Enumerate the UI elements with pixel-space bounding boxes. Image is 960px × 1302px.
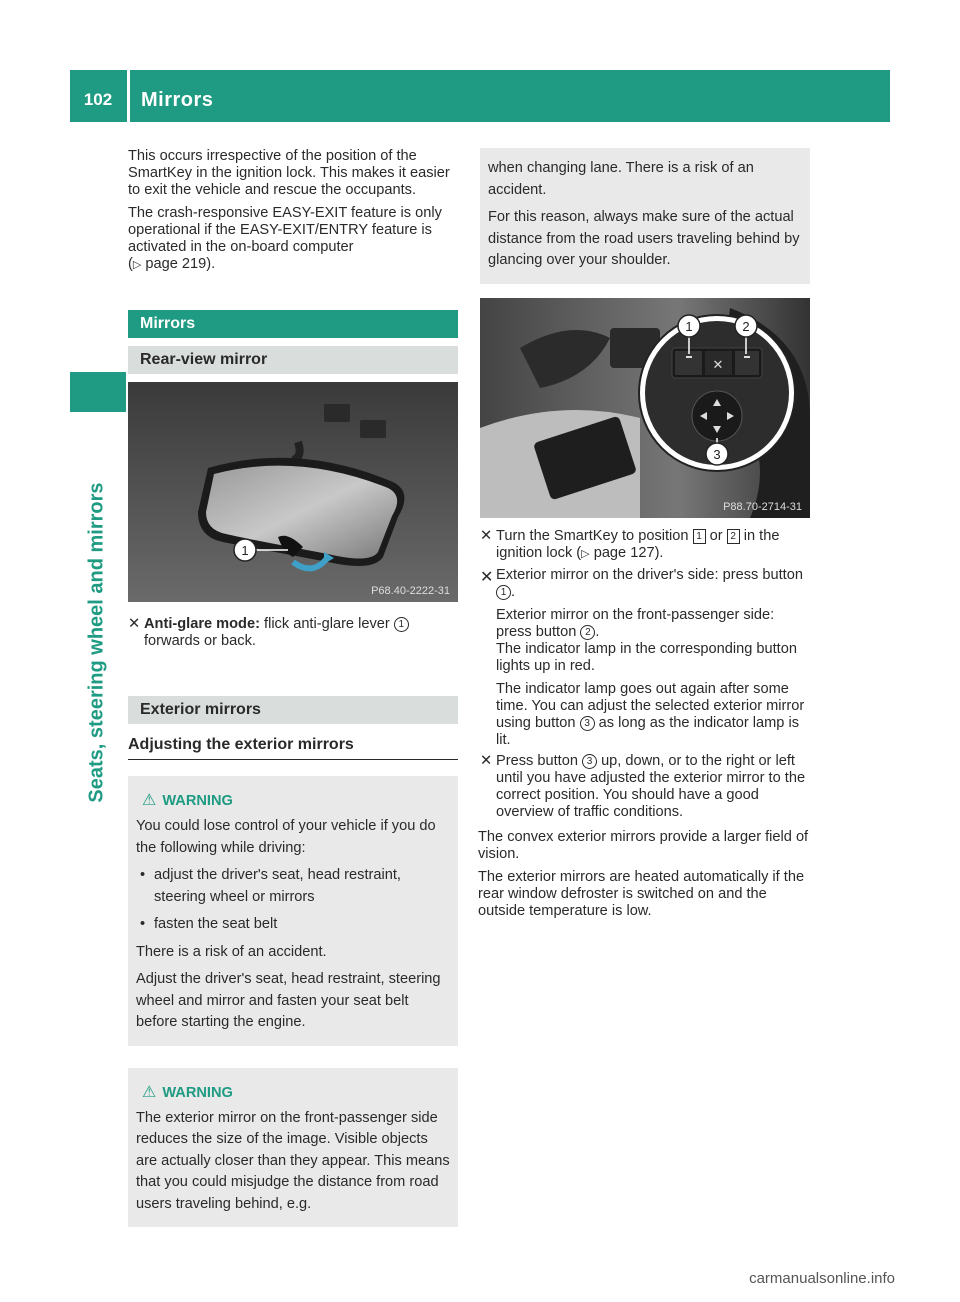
rearview-mirror-illustration [128, 382, 458, 602]
figure2-callout-2: 2 [742, 318, 750, 334]
mirror-switch-figure [480, 298, 810, 518]
callout-2-ref: 2 [580, 625, 595, 640]
page-ref-icon: ▷ [132, 259, 142, 271]
callout-3-ref: 3 [580, 716, 595, 731]
figure2-callout-1: 1 [685, 318, 693, 334]
watermark: carmanualsonline.info [749, 1270, 895, 1287]
warning1-intro: You could lose control of your vehicle if you do the following while driving: [136, 818, 436, 856]
side-tab [84, 420, 110, 865]
antiglare-step: ✕ Anti-glare mode: flick anti-glare lever 1 forwards or back. [128, 616, 458, 650]
page-ref-link[interactable]: page 127). [593, 544, 664, 561]
left-column [128, 148, 458, 1227]
warning-box-1 [128, 776, 458, 1046]
page-ref-link[interactable]: page 219). [145, 256, 216, 272]
warning2-continued: when changing lane. There is a risk of an accident. [488, 160, 754, 198]
warning-box-2-continued [480, 148, 810, 284]
warning-icon: ⚠ [142, 1083, 157, 1101]
warning1-advice: Adjust the driver's seat, head restraint, steering wheel and mirror and fasten your seat belt before starting the engine. [136, 971, 441, 1030]
rearview-mirror-figure [128, 382, 458, 602]
figure1-callout-1: 1 [241, 543, 249, 558]
warning-title: ⚠ WARNING [142, 792, 233, 809]
step-smartkey: ✕ Turn the SmartKey to position 1 or 2 in the ignition lock (▷ page 127). [480, 527, 780, 561]
warning1-bullet: • fasten the seat belt [136, 914, 450, 936]
door-switch-illustration [480, 298, 810, 518]
warning1-bullet: • adjust the driver's seat, head restraint, steering wheel or mirrors [136, 865, 450, 908]
position-2-ref: 2 [727, 529, 740, 544]
section-rearview-mirror: Rear-view mirror [128, 346, 458, 374]
convex-paragraph: The convex exterior mirrors provide a larger field of vision. [478, 828, 809, 862]
right-column [480, 148, 810, 920]
section-exterior-mirrors: Exterior mirrors [128, 696, 458, 724]
warning2-advice: For this reason, always make sure of the actual distance from the road users traveling behind by glancing over your shoulder. [488, 209, 800, 268]
callout-3-ref: 3 [582, 754, 597, 769]
position-1-ref: 1 [693, 529, 706, 544]
figure2-callout-3: 3 [713, 446, 721, 462]
step-select-mirror: ✕ Exterior mirror on the driver's side: press button 1 . Exterior mirror on the front-passenger side: press button 2 . The indicator lamp in the corresponding button lights up in red. The indicator lamp goes out again after some time. You can adjust the selected exterior mirror using button 3 as long as the indicator lamp is lit. [480, 566, 805, 748]
callout-1-ref: 1 [394, 617, 409, 632]
section-mirrors: Mirrors [128, 310, 458, 338]
figure1-code: P68.40-2222-31 [371, 585, 450, 597]
step-marker-icon: ✕ [128, 616, 141, 632]
instructions [480, 528, 810, 821]
step-marker-icon: ✕ [480, 568, 494, 586]
side-tab-marker [70, 372, 126, 412]
callout-1-ref: 1 [496, 585, 511, 600]
warning1-risk: There is a risk of an accident. [136, 943, 327, 960]
page-title: Mirrors [141, 89, 214, 111]
svg-text:✕: ✕ [712, 357, 724, 373]
step-marker-icon: ✕ [480, 527, 493, 544]
page-number: 102 [83, 90, 113, 109]
page-ref-icon: ▷ [581, 547, 590, 560]
step-adjust-mirror: ✕ Press button 3 up, down, or to the right or left until you have adjusted the exterior mirror to the correct position. You should have a good overview of traffic conditions. [480, 752, 806, 820]
heated-paragraph: The exterior mirrors are heated automatically if the rear window defroster is switched on and the outside temperature is low. [478, 868, 805, 919]
easy-exit-paragraph: The crash-responsive EASY-EXIT feature is only operational if the EASY-EXIT/ENTRY feature is activated in the on-board computer (▷ page 219). [128, 205, 442, 272]
adjusting-heading: Adjusting the exterior mirrors [128, 736, 458, 760]
intro-paragraph: This occurs irrespective of the position of the SmartKey in the ignition lock. This makes it easier to exit the vehicle and rescue the occupants. [128, 148, 450, 198]
warning-title: ⚠ WARNING [142, 1083, 233, 1101]
figure2-code: P88.70-2714-31 [723, 500, 802, 513]
warning2-text: The exterior mirror on the front-passenger side reduces the size of the image. Visible objects are actually closer than they appear. This means that you could misjudge the distance from road users traveling behind, e.g. [136, 1109, 450, 1212]
step-marker-icon: ✕ [480, 752, 493, 769]
closing-paragraphs [478, 829, 810, 920]
warning-icon: ⚠ [142, 792, 157, 809]
side-tab-label: Seats, steering wheel and mirrors [85, 482, 108, 803]
header-divider [127, 70, 130, 122]
warning-box-2 [128, 1068, 458, 1228]
